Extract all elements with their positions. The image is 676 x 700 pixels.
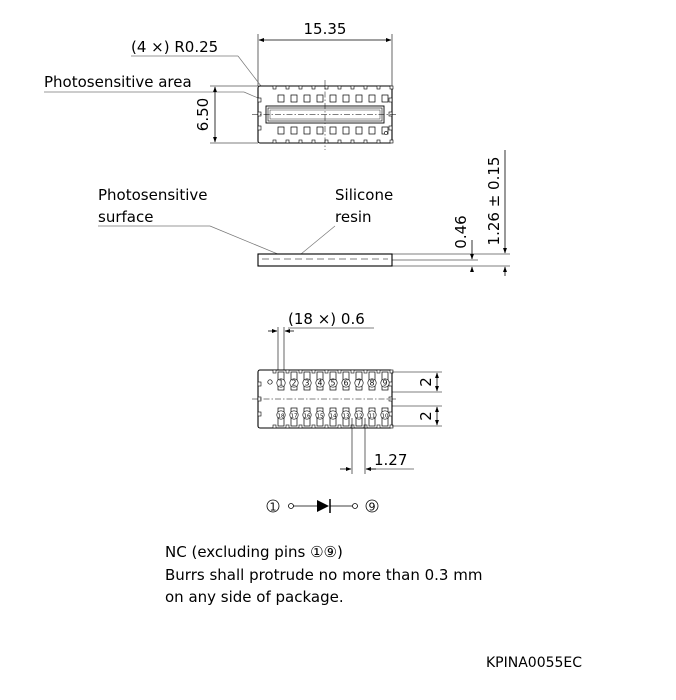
edge-notch: [258, 412, 261, 416]
edge-notch: [364, 370, 367, 373]
pin-number: 13: [342, 413, 350, 420]
edge-notch: [351, 86, 354, 89]
row-pitch-top-dimension: 2: [417, 377, 435, 387]
top-view-pad: [356, 127, 362, 134]
cathode-pin-number: 9: [368, 500, 376, 514]
package-body-side: [258, 254, 392, 266]
pin-number: 18: [277, 413, 285, 420]
edge-notch: [273, 140, 276, 143]
pin-number: 5: [330, 378, 336, 388]
edge-notch: [390, 86, 393, 89]
top-view-pad: [317, 127, 323, 134]
pin1-marker-top: [384, 131, 387, 134]
pin-number: 2: [291, 378, 297, 388]
edge-notch: [364, 86, 367, 89]
pin-number: 15: [316, 413, 324, 420]
top-view-pad: [330, 95, 336, 102]
pin-number: 3: [304, 378, 310, 388]
edge-notch: [312, 140, 315, 143]
top-view-pad: [382, 95, 388, 102]
edge-notch: [312, 370, 315, 373]
edge-notch: [325, 425, 328, 428]
drawing-code: KPINA0055EC: [486, 655, 583, 671]
edge-notch: [312, 86, 315, 89]
edge-notch: [299, 425, 302, 428]
pad-width-label: (18 ×) 0.6: [288, 310, 365, 328]
note-nc: NC (excluding pins ①⑨): [165, 543, 343, 561]
photosensitive-area-label: Photosensitive area: [44, 73, 192, 91]
edge-notch: [325, 140, 328, 143]
edge-notch: [258, 112, 261, 116]
pin-number: 14: [329, 413, 337, 420]
photodiode-schematic: [267, 499, 378, 514]
edge-notch: [351, 140, 354, 143]
top-view-pad: [356, 95, 362, 102]
pin-number: 16: [303, 413, 311, 420]
edge-notch: [299, 140, 302, 143]
edge-notch: [273, 425, 276, 428]
edge-notch: [364, 140, 367, 143]
edge-notch: [377, 370, 380, 373]
edge-notch: [377, 425, 380, 428]
edge-notch: [338, 140, 341, 143]
edge-notch: [390, 370, 393, 373]
pin-number: 7: [356, 378, 362, 388]
edge-notch: [389, 112, 392, 116]
edge-notch: [299, 370, 302, 373]
edge-notch: [389, 98, 392, 102]
row-pitch-bottom-dimension: 2: [417, 411, 435, 421]
edge-notch: [286, 140, 289, 143]
edge-notch: [338, 425, 341, 428]
note-burrs: Burrs shall protrude no more than 0.3 mm: [165, 566, 483, 584]
edge-notch: [273, 86, 276, 89]
top-view-pad: [369, 95, 375, 102]
edge-notch: [390, 425, 393, 428]
photosensitive-surface-label-line2: surface: [98, 208, 154, 226]
edge-notch: [286, 86, 289, 89]
top-view: [44, 20, 398, 150]
top-view-pad: [369, 127, 375, 134]
edge-notch: [390, 140, 393, 143]
pin-number: 11: [368, 413, 376, 420]
top-view-pad: [304, 95, 310, 102]
edge-notch: [351, 425, 354, 428]
pin-number: 4: [317, 378, 323, 388]
silicone-resin-label-line2: resin: [335, 208, 372, 226]
width-dimension: 15.35: [303, 20, 347, 38]
height-dimension: 6.50: [194, 97, 212, 132]
top-view-pad: [330, 127, 336, 134]
pin-number: 1: [278, 378, 284, 388]
edge-notch: [351, 370, 354, 373]
corner-radius-label: (4 ×) R0.25: [131, 38, 219, 56]
pin-number: 6: [343, 378, 349, 388]
top-view-pad: [304, 127, 310, 134]
edge-notch: [258, 98, 261, 102]
edge-notch: [286, 370, 289, 373]
photosensitive-surface-label: Photosensitive: [98, 186, 208, 204]
edge-notch: [258, 382, 261, 386]
top-view-pad: [278, 95, 284, 102]
thickness-dimension: 0.46: [452, 215, 470, 249]
edge-notch: [377, 86, 380, 89]
top-view-pad: [317, 95, 323, 102]
pin-number: 9: [382, 378, 388, 388]
top-view-pad: [343, 127, 349, 134]
total-height-dimension: 1.26 ± 0.15: [485, 156, 503, 246]
anode-pin-number: 1: [269, 500, 277, 514]
edge-notch: [338, 86, 341, 89]
top-view-pad: [278, 127, 284, 134]
edge-notch: [286, 425, 289, 428]
edge-notch: [312, 425, 315, 428]
pin-number: 10: [381, 413, 389, 420]
pin-number: 12: [355, 413, 363, 420]
bottom-view: [252, 310, 442, 474]
edge-notch: [377, 140, 380, 143]
diode-symbol: [317, 500, 329, 512]
edge-notch: [325, 370, 328, 373]
edge-notch: [299, 86, 302, 89]
edge-notch: [338, 370, 341, 373]
top-view-pad: [291, 127, 297, 134]
edge-notch: [325, 86, 328, 89]
pin-number: 17: [290, 413, 298, 420]
silicone-resin-label: Silicone: [335, 186, 394, 204]
note-burrs-cont: on any side of package.: [165, 588, 344, 606]
pin1-marker-bottom: [268, 380, 272, 384]
edge-notch: [389, 126, 392, 130]
pin-pitch-dimension: 1.27: [374, 451, 408, 469]
edge-notch: [258, 126, 261, 130]
side-view: [98, 150, 510, 276]
edge-notch: [273, 370, 276, 373]
top-view-pad: [343, 95, 349, 102]
top-view-pad: [291, 95, 297, 102]
edge-notch: [364, 425, 367, 428]
pin-number: 8: [369, 378, 375, 388]
